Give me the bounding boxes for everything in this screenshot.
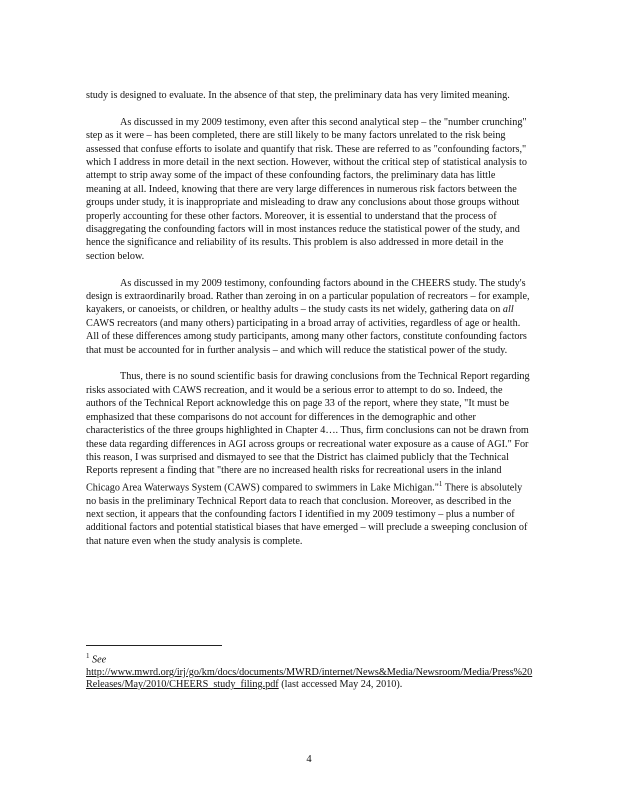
footnote-accessed: (last accessed May 24, 2010). — [278, 679, 403, 691]
footnote-link[interactable]: http://www.mwrd.org/irj/go/km/docs/documents/MWRD/internet/News&Media/Newsroom/Media/Press%20Releases/May/2010/CHEERS_study_filing.pdf — [86, 666, 533, 691]
page-number: 4 — [306, 754, 312, 765]
emphasis-all: all — [502, 304, 514, 316]
paragraph-text: There is absolutely no basis in the preliminary Technical Report data to reach that conclusion. Moreover, as described in the next section, it appears that the confounding factors I identified in my 2009 testimony – plus a number of additional factors and potential statistical biases that have emerged – will preclude a sweeping conclusion of that nature even when the study analysis is complete. — [86, 482, 528, 547]
footnote-divider — [86, 645, 222, 646]
footnote-see: See — [92, 654, 107, 666]
paragraph-confounding-factors — [86, 277, 530, 357]
paragraph-continuation: study is designed to evaluate. In the absence of that step, the preliminary data has very limited meaning. — [86, 90, 510, 101]
paragraph-text: Thus, there is no sound scientific basis for drawing conclusions from the Technical Report regarding risks associated with CAWS recreation, and it would be a serious error to attempt to do so. Indeed, the authors of the Technical Report acknowledge this on page 33 of the report, where they state, "It must be emphasized that these comparisons do not account for differences in the demographic and other characteristics of the three groups highlighted in Chapter 4…. Thus, firm conclusions can not be drawn from these data regarding differences in AGI across groups or recreational water exposure as a cause of AGI." For this reason, I was surprised and dismayed to see that the District has claimed publicly that the Technical Reports represent a finding that "there are no increased health risks for recreational users in the inland Chicago Area Waterways System (CAWS) compared to swimmers in Lake Michigan." — [86, 371, 530, 494]
footnote-reference[interactable]: 1 — [438, 479, 443, 488]
paragraph-text: As discussed in my 2009 testimony, confounding factors abound in the CHEERS study. The study's design is extraordinarily broad. Rather than zeroing in on a particular population of recreators – for example, kayakers, or canoeists, or children, or healthy adults – the study casts its net widely, gathering data on — [86, 277, 530, 316]
paragraph-text: CAWS recreators (and many others) participating in a broad array of activities, regardless of age or health. All of these differences among study participants, among many other factors, constitute confounding factors that must be accounted for in further analysis – and which will reduce the statistical power of the study. — [86, 317, 527, 356]
paragraph-conclusion — [86, 370, 530, 548]
footnote — [86, 650, 536, 692]
paragraph-number-crunching: As discussed in my 2009 testimony, even after this second analytical step – the "number crunching" step as it were – has been completed, there are still likely to be many factors unrelated to the risk being assessed that confuse efforts to isolate and quantify that risk. These are referred to as "confounding factors," which I address in more detail in the next section. However, without the critical step of statistical analysis to attempt to strip away some of the impact of these confounding factors, the preliminary data has little meaning at all. Indeed, knowing that there are very large differences in numerous risk factors between the groups under study, it is inappropriate and misleading to draw any conclusions about those groups without properly accounting for these other factors. Moreover, it is essential to understand that the process of disaggregating the confounding factors will in most instances reduce the statistical power of the study, and hence the significance and reliability of its results. This problem is also addressed in more detail in the section below. — [86, 116, 527, 262]
body-text — [86, 89, 530, 548]
footnote-number: 1 — [86, 652, 90, 660]
